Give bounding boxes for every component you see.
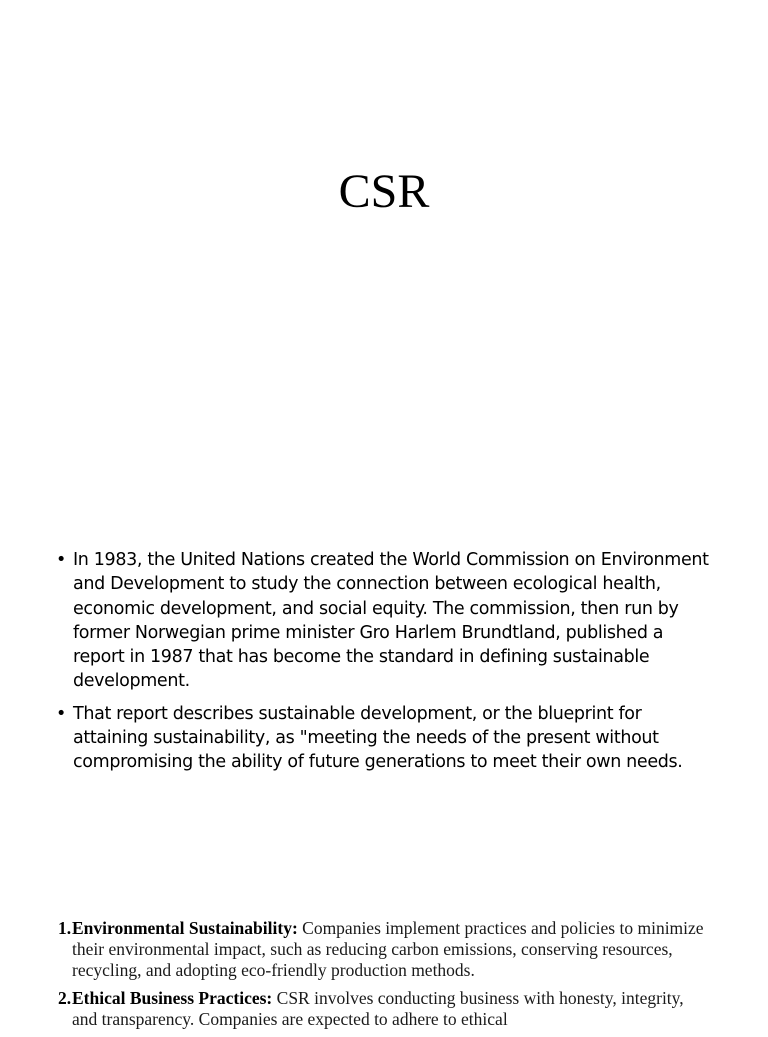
bullet-list [56, 548, 718, 783]
item-body: CSR involves conducting business with honesty, integrity, and transparency. Companies are expected to adhere to ethical [72, 988, 684, 1029]
bullet-item [56, 548, 718, 694]
bullet-item [56, 702, 718, 775]
item-number: 1. [58, 918, 72, 938]
item-body: Companies implement practices and policies to minimize their environmental impact, such as reducing carbon emissions, conserving resources, recycling, and adopting eco-friendly production methods. [72, 918, 704, 980]
bullet-text: In 1983, the United Nations created the World Commission on Environment and Development to study the connection between ecological health, economic development, and social equity. The commission, then run by former Norwegian prime minister Gro Harlem Brundtland, published a report in 1987 that has become the standard in defining sustainable development. [73, 550, 709, 692]
bullet-text: That report describes sustainable development, or the blueprint for attaining sustainability, as "meeting the needs of the present without compromising the ability of future generations to meet their own needs. [73, 703, 683, 773]
bullet-dot-icon: • [56, 550, 66, 570]
item-heading: Environmental Sustainability: [72, 918, 298, 938]
bullet-dot-icon: • [56, 703, 66, 724]
item-number: 2. [58, 988, 72, 1008]
numbered-item [58, 918, 708, 981]
slide-title: CSR [338, 165, 430, 218]
item-heading: Ethical Business Practices: [72, 988, 273, 1008]
numbered-list [58, 918, 708, 1037]
